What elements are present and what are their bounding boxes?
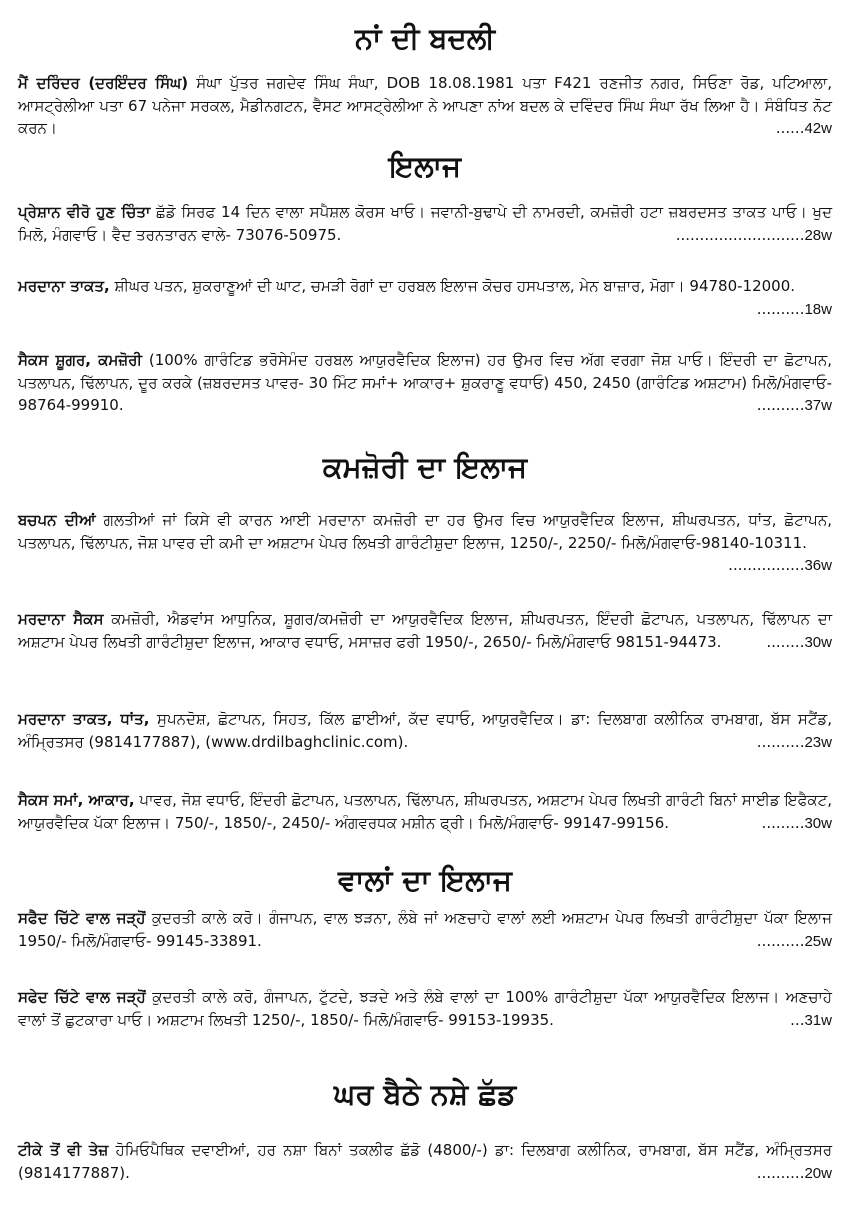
ad-name-change — [18, 72, 832, 141]
word-count — [757, 298, 832, 322]
ad-weakness-1 — [18, 509, 832, 578]
ad-lead: ਟੀਕੇ ਤੋਂ ਵੀ ਤੇਜ਼ — [18, 1141, 109, 1159]
ad-body: ਛੱਡੋ ਸਿਰਫ 14 ਦਿਨ ਵਾਲਾ ਸਪੈਸ਼ਲ ਕੋਰਸ ਖਾਓ। ਜਵਾਨੀ-ਬੁਢਾਪੇ ਦੀ ਨਾਮਰਦੀ, ਕਮਜ਼ੋਰੀ ਹਟਾ ਜ਼ਬਰਦਸਤ ਤਾਕਤ ਪਾਓ। ਖੁਦ ਮਿਲੋ, ਮੰਗਵਾਓ। ਵੈਦ ਤਰਨਤਾਰਨ ਵਾਲੇ- 73076-50975. — [18, 203, 832, 244]
word-count — [757, 731, 832, 755]
word-count — [757, 930, 832, 954]
ad-lead: ਸਫੈਦ ਚਿੱਟੇ ਵਾਲ ਜੜ੍ਹੋਂ — [18, 909, 146, 927]
dot-leader: ........................... — [675, 225, 805, 244]
section-heading-treatment: ਇਲਾਜ — [388, 149, 462, 183]
ad-body: ਹੋਮਿਓਪੈਥਿਕ ਦਵਾਈਆਂ, ਹਰ ਨਸ਼ਾ ਬਿਨਾਂ ਤਕਲੀਫ ਛੱਡੋ (4800/-) ਡਾ: ਦਿਲਬਾਗ ਕਲੀਨਿਕ, ਰਾਮਬਾਗ, ਬੱਸ ਸਟੈਂਡ, ਅੰਮ੍ਰਿਤਸਰ (9814177887). — [18, 1141, 832, 1182]
word-count-value: 36w — [804, 557, 832, 574]
word-count — [728, 554, 832, 578]
word-count-value: 37w — [804, 397, 832, 414]
dot-leader: ...... — [775, 119, 805, 137]
ad-body: ਕੁਦਰਤੀ ਕਾਲੇ ਕਰੋ, ਗੰਜਾਪਨ, ਟੁੱਟਦੇ, ਝੜਦੇ ਅਤੇ ਲੰਬੇ ਵਾਲਾਂ ਦਾ 100% ਗਾਰੰਟੀਸ਼ੁਦਾ ਪੱਕਾ ਆਯੁਰਵੈਦਿਕ ਇਲਾਜ। ਅਣਚਾਹੇ ਵਾਲਾਂ ਤੋਂ ਛੁਟਕਾਰਾ ਪਾਓ। ਅਸ਼ਟਾਮ ਲਿਖਤੀ 1250/-, 1850/- ਮਿਲੋ/ਮੰਗਵਾਓ- 99153-19935. — [18, 988, 832, 1029]
word-count-value: 20w — [804, 1164, 832, 1182]
word-count — [757, 394, 832, 418]
dot-leader: ................ — [728, 556, 805, 574]
ad-body: (100% ਗਾਰੰਟਿਡ ਭਰੋਸੇਮੰਦ ਹਰਬਲ ਆਯੁਰਵੈਦਿਕ ਇਲਾਜ) ਹਰ ਉਮਰ ਵਿਚ ਅੱਗ ਵਰਗਾ ਜੋਸ਼ ਪਾਓ। ਇੰਦਰੀ ਦਾ ਛੋਟਾਪਨ, ਪਤਲਾਪਨ, ਢਿੱਲਾਪਨ, ਦੂਰ ਕਰਕੇ (ਜ਼ਬਰਦਸਤ ਪਾਵਰ- 30 ਮਿੰਟ ਸਮਾਂ+ ਆਕਾਰ+ ਸ਼ੁਕਰਾਣੂ ਵਧਾਓ) 450, 2450 (ਗਾਰੰਟਿਡ ਅਸ਼ਟਾਮ) ਮਿਲੋ/ਮੰਗਵਾਓ- 98764-99910. — [18, 351, 833, 414]
section-heading-weakness: ਕਮਜ਼ੋਰੀ ਦਾ ਇਲਾਜ — [322, 450, 528, 484]
section-heading-name-change: ਨਾਂ ਦੀ ਬਦਲੀ — [354, 21, 496, 55]
word-count-value: 30w — [804, 633, 832, 651]
ad-lead: ਮੈਂ ਦਰਿੰਦਰ (ਦਰਇੰਦਰ ਸਿੰਘ) — [18, 74, 189, 92]
word-count-value: 31w — [804, 1011, 832, 1029]
ad-lead: ਸਫੇਦ ਚਿੱਟੇ ਵਾਲ ਜੜ੍ਹੋਂ — [18, 988, 146, 1006]
ad-lead: ਮਰਦਾਨਾ ਤਾਕਤ, — [18, 277, 110, 295]
dot-leader: .......... — [756, 732, 805, 751]
ad-body: ਸੰਘਾ ਪੁੱਤਰ ਜਗਦੇਵ ਸਿੰਘ ਸੰਘਾ, DOB 18.08.1981 ਪਤਾ F421 ਰਣਜੀਤ ਨਗਰ, ਸਿਓਣਾ ਰੋਡ, ਪਟਿਆਲਾ, ਆਸਟ੍ਰੇਲੀਆ ਪਤਾ 67 ਪਨੇਜਾ ਸਰਕਲ, ਮੈਡੀਨਗਟਨ, ਵੈਸਟ ਆਸਟ੍ਰੇਲੀਆ ਨੇ ਆਪਣਾ ਨਾਂਅ ਬਦਲ ਕੇ ਦਵਿੰਦਰ ਸਿੰਘ ਸੰਘਾ ਰੱਖ ਲਿਆ ਹੈ। ਸੰਬੰਧਿਤ ਨੋਟ ਕਰਨ। — [18, 74, 832, 137]
ad-body: ਸ਼ੀਘਰ ਪਤਨ, ਸ਼ੁਕਰਾਣੂਆਂ ਦੀ ਘਾਟ, ਚਮੜੀ ਰੋਗਾਂ ਦਾ ਹਰਬਲ ਇਲਾਜ ਕੋਚਰ ਹਸਪਤਾਲ, ਮੇਨ ਬਾਜ਼ਾਰ, ਮੋਗਾ। 94780-12000. — [109, 277, 796, 295]
word-count — [757, 1162, 832, 1186]
ad-weakness-2 — [18, 608, 832, 654]
dot-leader: .......... — [756, 396, 805, 414]
ad-body: ਪਾਵਰ, ਜੋਸ਼ ਵਧਾਓ, ਇੰਦਰੀ ਛੋਟਾਪਨ, ਪਤਲਾਪਨ, ਢਿੱਲਾਪਨ, ਸ਼ੀਘਰਪਤਨ, ਅਸ਼ਟਾਮ ਪੇਪਰ ਲਿਖਤੀ ਗਾਰੰਟੀ ਬਿਨਾਂ ਸਾਈਡ ਇਫੈਕਟ, ਆਯੁਰਵੈਦਿਕ ਪੱਕਾ ਇਲਾਜ। 750/-, 1850/-, 2450/- ਅੰਗਵਰਧਕ ਮਸ਼ੀਨ ਫ੍ਰੀ। ਮਿਲੋ/ਮੰਗਵਾਓ- 99147-99156. — [18, 791, 832, 832]
ad-body: ਕੁਦਰਤੀ ਕਾਲੇ ਕਰੋ। ਗੰਜਾਪਨ, ਵਾਲ ਝੜਨਾ, ਲੰਬੇ ਜਾਂ ਅਣਚਾਹੇ ਵਾਲਾਂ ਲਈ ਅਸ਼ਟਾਮ ਪੇਪਰ ਲਿਖਤੀ ਗਾਰੰਟੀਸ਼ੁਦਾ ਪੱਕਾ ਇਲਾਜ 1950/- ਮਿਲੋ/ਮੰਗਵਾਓ- 99145-33891. — [18, 909, 833, 950]
dot-leader: ... — [790, 1010, 805, 1029]
dot-leader: .......... — [756, 1163, 805, 1182]
ad-lead: ਮਰਦਾਨਾ ਤਾਕਤ, ਧਾਂਤ, — [18, 710, 150, 728]
ad-lead: ਪ੍ਰੇਸ਼ਾਨ ਵੀਰੋ ਹੁਣ ਚਿੰਤਾ — [18, 203, 151, 221]
ad-addiction-1 — [18, 1139, 832, 1185]
ad-weakness-4 — [18, 789, 832, 835]
ad-lead: ਬਚਪਨ ਦੀਆਂ — [18, 511, 96, 529]
ad-body: ਸੁਪਨਦੋਸ਼, ਛੋਟਾਪਨ, ਸਿਹਤ, ਕਿੱਲ ਛਾਈਆਂ, ਕੱਦ ਵਧਾਓ, ਆਯੁਰਵੈਦਿਕ। ਡਾ: ਦਿਲਬਾਗ ਕਲੀਨਿਕ ਰਾਮਬਾਗ, ਬੱਸ ਸਟੈਂਡ, ਅੰਮ੍ਰਿਤਸਰ (9814177887), (www.drdilbaghclinic.com). — [18, 710, 832, 751]
dot-leader: .......... — [756, 299, 805, 318]
ad-lead: ਮਰਦਾਨਾ ਸੈਕਸ — [18, 610, 104, 628]
dot-leader: .......... — [756, 931, 805, 950]
word-count — [790, 1009, 832, 1033]
ad-treatment-3 — [18, 349, 832, 418]
word-count-value: 28w — [804, 226, 832, 244]
ad-lead: ਸੈਕਸ ਸਮਾਂ, ਆਕਾਰ, — [18, 791, 135, 809]
word-count-value: 42w — [804, 120, 832, 137]
ad-weakness-3 — [18, 708, 832, 754]
ad-hair-2 — [18, 986, 832, 1032]
word-count-value: 30w — [804, 814, 832, 832]
word-count-value: 25w — [804, 932, 832, 950]
section-heading-quit-addiction: ਘਰ ਬੈਠੇ ਨਸ਼ੇ ਛੱਡ — [333, 1077, 517, 1111]
dot-leader: ......... — [761, 813, 805, 832]
dot-leader: ........ — [766, 632, 805, 651]
word-count — [776, 117, 832, 141]
section-heading-hair: ਵਾਲਾਂ ਦਾ ਇਲਾਜ — [338, 863, 512, 897]
ad-treatment-1 — [18, 201, 832, 247]
word-count — [762, 812, 832, 836]
word-count-value: 23w — [804, 733, 832, 751]
word-count-value: 18w — [804, 300, 832, 318]
word-count — [766, 631, 832, 655]
ad-body: ਕਮਜ਼ੋਰੀ, ਐਡਵਾਂਸ ਆਧੁਨਿਕ, ਸ਼ੂਗਰ/ਕਮਜ਼ੋਰੀ ਦਾ ਆਯੁਰਵੈਦਿਕ ਇਲਾਜ, ਸ਼ੀਘਰਪਤਨ, ਇੰਦਰੀ ਛੋਟਾਪਨ, ਪਤਲਾਪਨ, ਢਿੱਲਾਪਨ ਦਾ ਅਸ਼ਟਾਮ ਪੇਪਰ ਲਿਖਤੀ ਗਾਰੰਟੀਸ਼ੁਦਾ ਇਲਾਜ, ਆਕਾਰ ਵਧਾਓ, ਮਸਾਜ਼ਰ ਫਰੀ 1950/-, 2650/- ਮਿਲੋ/ਮੰਗਵਾਓ 98151-94473. — [18, 610, 832, 651]
ad-body: ਗਲਤੀਆਂ ਜਾਂ ਕਿਸੇ ਵੀ ਕਾਰਨ ਆਈ ਮਰਦਾਨਾ ਕਮਜ਼ੋਰੀ ਦਾ ਹਰ ਉਮਰ ਵਿਚ ਆਯੁਰਵੈਦਿਕ ਇਲਾਜ, ਸ਼ੀਘਰਪਤਨ, ਧਾਂਤ, ਛੋਟਾਪਨ, ਪਤਲਾਪਨ, ਢਿੱਲਾਪਨ, ਜੋਸ਼ ਪਾਵਰ ਦੀ ਕਮੀ ਦਾ ਅਸ਼ਟਾਮ ਪੇਪਰ ਲਿਖਤੀ ਗਾਰੰਟੀਸ਼ੁਦਾ ਇਲਾਜ, 1250/-, 2250/- ਮਿਲੋ/ਮੰਗਵਾਓ-98140-10311. — [18, 511, 832, 552]
ad-treatment-2 — [18, 275, 832, 321]
ad-hair-1 — [18, 907, 832, 953]
ad-lead: ਸੈਕਸ ਸ਼ੂਗਰ, ਕਮਜ਼ੋਰੀ — [18, 351, 142, 369]
word-count — [676, 224, 832, 248]
